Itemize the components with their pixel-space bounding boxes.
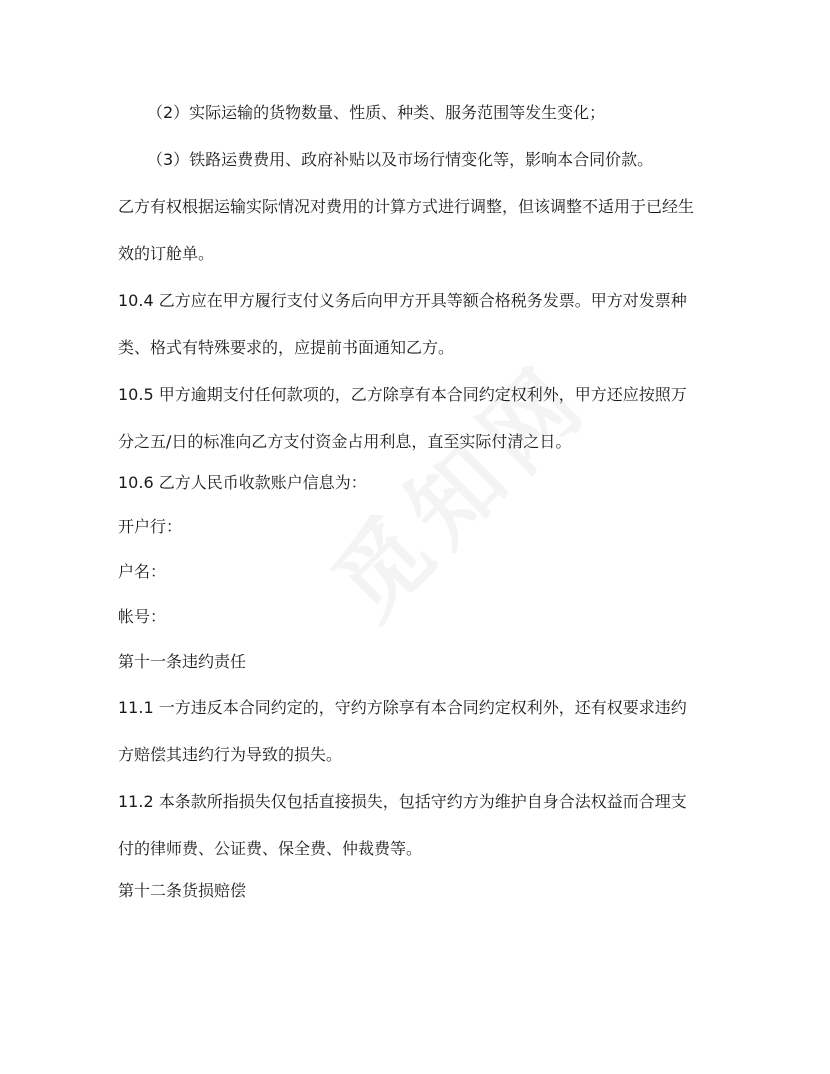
- clause-10-4-line-2: 类、格式有特殊要求的，应提前书面通知乙方。: [118, 338, 455, 357]
- clause-10-3-item-2: （2）实际运输的货物数量、性质、种类、服务范围等发生变化；: [147, 103, 606, 122]
- clause-10-6: 10.6 乙方人民币收款账户信息为：: [118, 473, 367, 492]
- clause-10-5-line-2: 分之五/日的标准向乙方支付资金占用利息，直至实际付清之日。: [118, 432, 572, 451]
- clause-10-4-line-1: 10.4 乙方应在甲方履行支付义务后向甲方开具等额合格税务发票。甲方对发票种: [118, 291, 687, 310]
- adjustment-paragraph-line-1: 乙方有权根据运输实际情况对费用的计算方式进行调整，但该调整不适用于已经生: [118, 197, 695, 216]
- article-12-heading: 第十二条货损赔偿: [118, 881, 247, 900]
- account-name-label: 户名：: [118, 562, 167, 581]
- clause-11-1-line-2: 方赔偿其违约行为导致的损失。: [118, 745, 343, 764]
- adjustment-paragraph-line-2: 效的订舱单。: [118, 244, 215, 263]
- article-11-heading: 第十一条违约责任: [118, 652, 247, 671]
- bank-name-label: 开户行：: [118, 517, 183, 536]
- clause-11-2-line-2: 付的律师费、公证费、保全费、仲裁费等。: [118, 839, 423, 858]
- clause-11-2-line-1: 11.2 本条款所指损失仅包括直接损失，包括守约方为维护自身合法权益而合理支: [118, 792, 687, 811]
- clause-11-1-line-1: 11.1 一方违反本合同约定的，守约方除享有本合同约定权利外，还有权要求违约: [118, 698, 687, 717]
- account-number-label: 帐号：: [118, 607, 167, 626]
- clause-10-3-item-3: （3）铁路运费费用、政府补贴以及市场行情变化等，影响本合同价款。: [147, 150, 654, 169]
- clause-10-5-line-1: 10.5 甲方逾期支付任何款项的，乙方除享有本合同约定权利外，甲方还应按照万: [118, 385, 687, 404]
